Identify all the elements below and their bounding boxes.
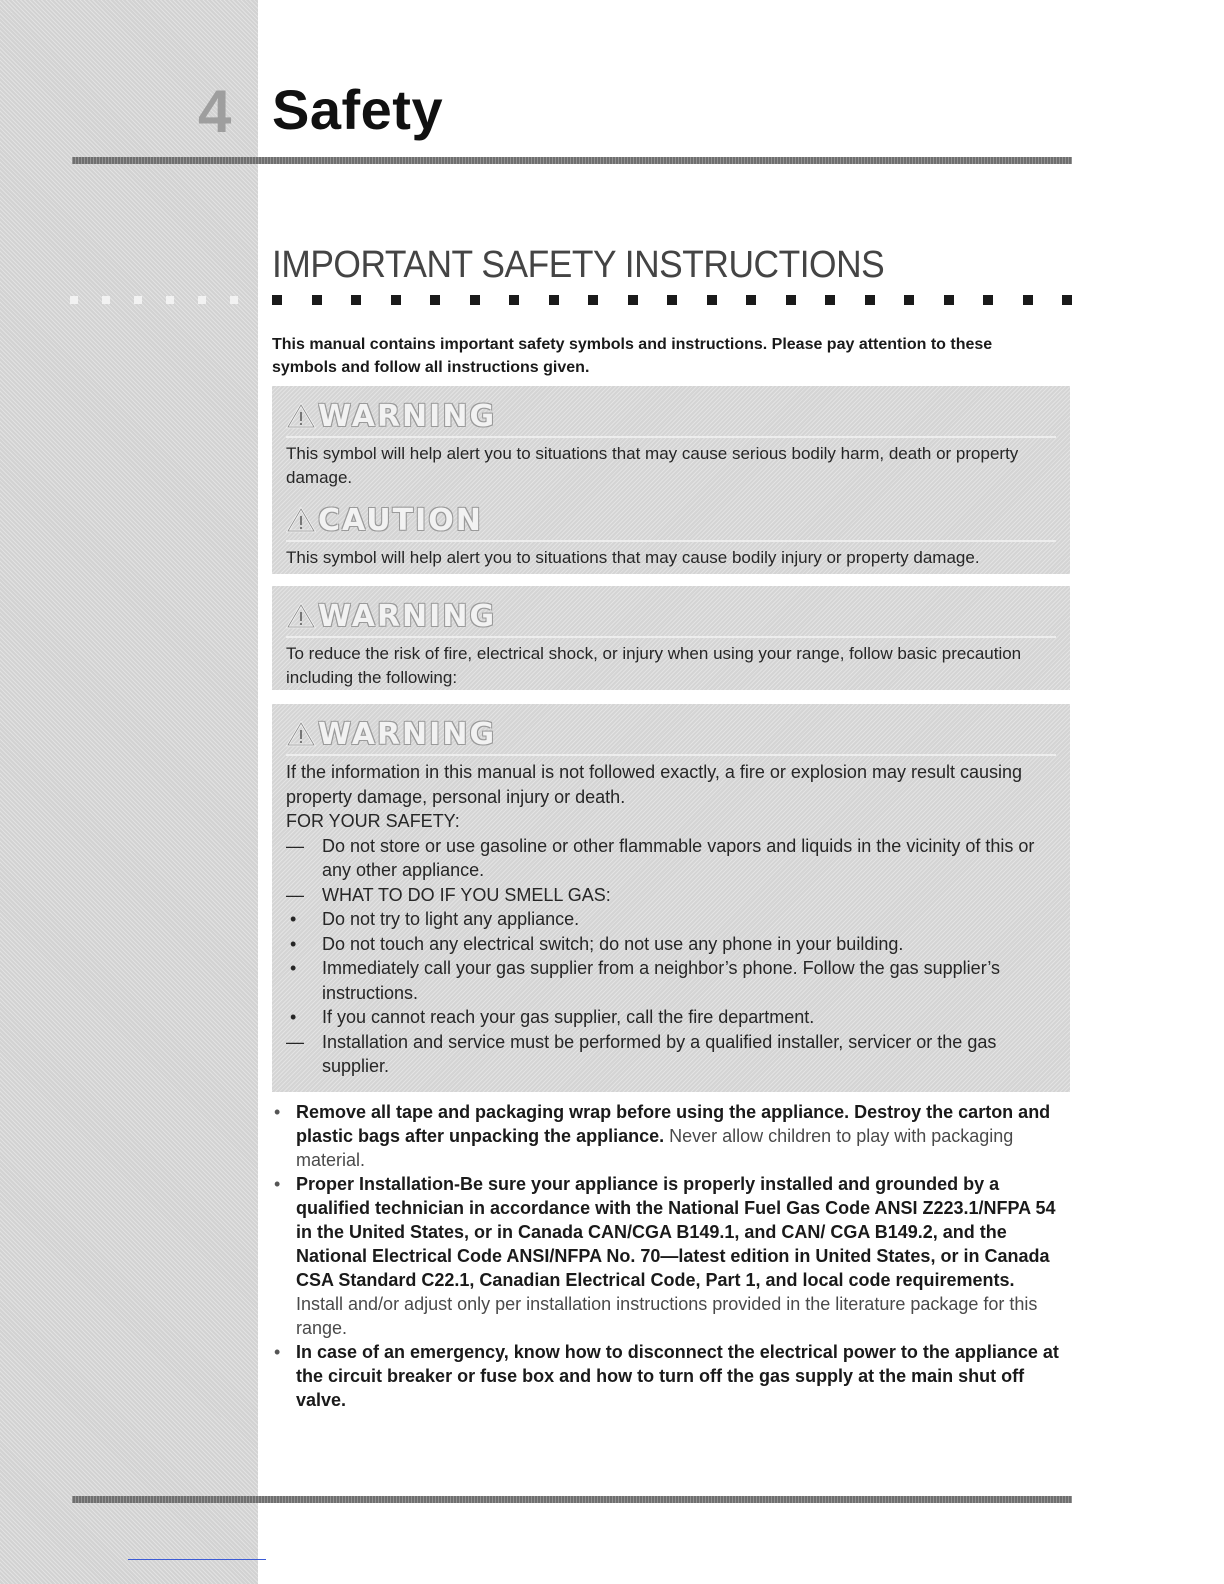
- for-your-safety: FOR YOUR SAFETY:: [286, 811, 460, 831]
- decorative-square-row: [272, 295, 1072, 305]
- precaution-box: [272, 586, 1070, 690]
- bullet-plain-text: Install and/or adjust only per installation instructions provided in the literature package for this range.: [296, 1294, 1038, 1338]
- warning-triangle-icon: [286, 603, 316, 629]
- list-item: [272, 1340, 1062, 1412]
- list-item: [272, 1100, 1062, 1172]
- bullet-bold-text: Remove all tape and packaging wrap before using the appliance. Destroy the carton and plastic bags after unpacking the appliance.: [296, 1102, 1051, 1146]
- chapter-number: 4: [198, 78, 232, 145]
- warning-signal-word: [286, 396, 1056, 438]
- list-item: [272, 1172, 1062, 1340]
- sidebar-band: [0, 0, 258, 1584]
- list-item: • Immediately call your gas supplier from a neighbor’s phone. Follow the gas supplier’s instructions.: [286, 956, 1056, 1005]
- sidebar-decorative-squares: [70, 296, 238, 304]
- warning-label: WARNING: [318, 398, 497, 434]
- list-item: • Do not touch any electrical switch; do not use any phone in your building.: [286, 932, 1056, 957]
- chapter-title: Safety: [272, 78, 444, 141]
- bottom-rule: [72, 1496, 1072, 1503]
- bullet-bold-text: In case of an emergency, know how to disconnect the electrical power to the appliance at the circuit breaker or fuse box and how to turn off the gas supply at the main shut off valve.: [296, 1342, 1059, 1410]
- caution-signal-word: [286, 500, 1056, 542]
- list-item: • Do not try to light any appliance.: [286, 907, 1056, 932]
- caution-triangle-icon: [286, 507, 316, 533]
- intro-text: This manual contains important safety symbols and instructions. Please pay attention to these symbols and follow all instructions given.: [272, 336, 993, 376]
- bullet-bold-text: Proper Installation-Be sure your appliance is properly installed and grounded by a qualified technician in accordance with the National Fuel Gas Code ANSI Z223.1/NFPA 54 in the United States, or in Canada CAN/CGA B149.1, and CAN/ CGA B149.2, and the National Electrical Code ANSI/NFPA No. 70—latest edition in United States, or in Canada CSA Standard C22.1, Canadian Electrical Code, Part 1, and local code requirements.: [296, 1174, 1056, 1290]
- warning-signal-word: [286, 596, 1056, 638]
- list-item: — Do not store or use gasoline or other flammable vapors and liquids in the vicinity of this or any other appliance.: [286, 834, 1056, 883]
- warning-label: WARNING: [318, 716, 497, 752]
- top-rule: [72, 157, 1072, 164]
- gas-warning-lead: If the information in this manual is not followed exactly, a fire or explosion may result causing property damage, personal injury or death.: [286, 762, 1023, 807]
- bottom-link-underline: [128, 1559, 266, 1560]
- symbols-box: [272, 386, 1070, 574]
- caution-definition: This symbol will help alert you to situations that may cause bodily injury or property damage.: [286, 548, 980, 567]
- warning-label: WARNING: [318, 598, 497, 634]
- list-item: — WHAT TO DO IF YOU SMELL GAS:: [286, 883, 1056, 908]
- warning-definition: This symbol will help alert you to situations that may cause serious bodily harm, death or property damage.: [286, 444, 1019, 487]
- warning-triangle-icon: [286, 721, 316, 747]
- warning-signal-word: [286, 714, 1056, 756]
- warning-triangle-icon: [286, 403, 316, 429]
- list-item: • If you cannot reach your gas supplier, call the fire department.: [286, 1005, 1056, 1030]
- caution-label: CAUTION: [318, 502, 483, 538]
- safety-bullet-list: [272, 1100, 1062, 1412]
- precaution-text: To reduce the risk of fire, electrical shock, or injury when using your range, follow basic precaution including the following:: [286, 644, 1022, 687]
- section-heading: IMPORTANT SAFETY INSTRUCTIONS: [272, 244, 885, 286]
- gas-warning-body: [286, 760, 1056, 1079]
- list-item: — Installation and service must be performed by a qualified installer, servicer or the gas supplier.: [286, 1030, 1056, 1079]
- bullet-plain-text: Never allow children to play with packaging material.: [296, 1126, 1014, 1170]
- gas-warning-box: [272, 704, 1070, 1092]
